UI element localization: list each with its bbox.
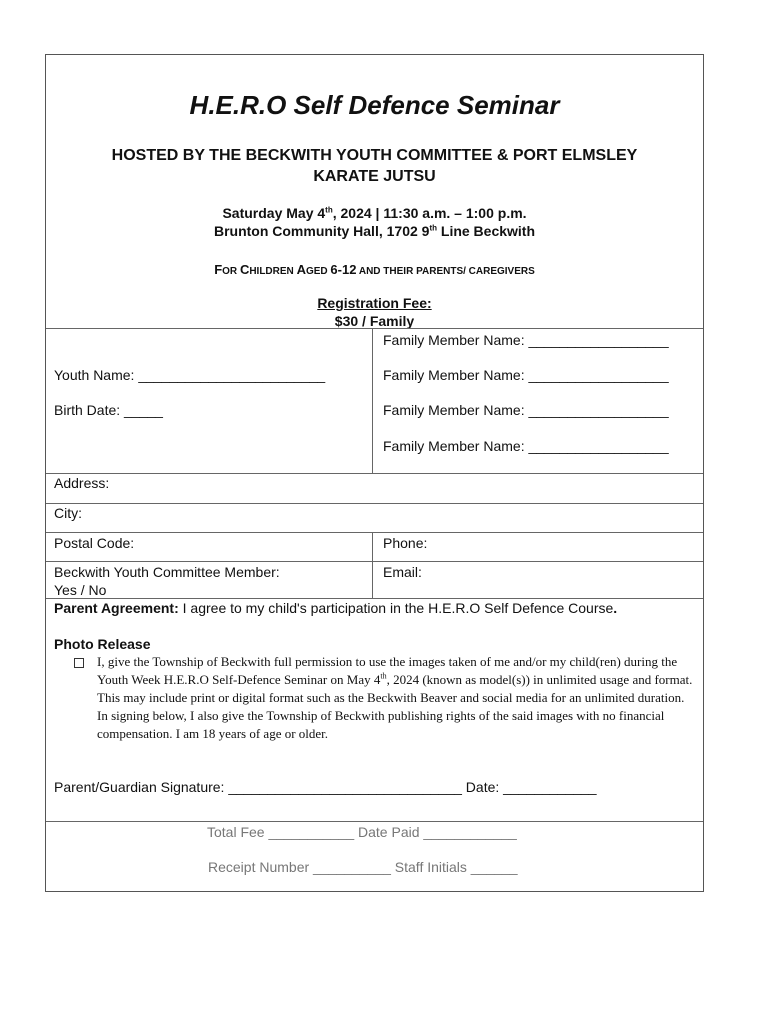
office-fee-line: Total Fee ___________ Date Paid ____________ bbox=[207, 824, 517, 840]
family-member-field-3[interactable]: Family Member Name: __________________ bbox=[383, 402, 669, 418]
host-line-1: HOSTED BY THE BECKWITH YOUTH COMMITTEE & PORT ELMSLEY bbox=[111, 147, 638, 164]
phone-field[interactable]: Phone: bbox=[383, 535, 428, 551]
office-use-rule bbox=[46, 821, 703, 822]
family-member-field-4[interactable]: Family Member Name: __________________ bbox=[383, 438, 669, 454]
email-field[interactable]: Email: bbox=[383, 564, 422, 580]
signature-date-line[interactable]: Parent/Guardian Signature: ______________________________ Date: ____________ bbox=[54, 779, 597, 795]
family-member-field-1[interactable]: Family Member Name: __________________ bbox=[383, 332, 669, 348]
row-rule-postal bbox=[46, 532, 703, 533]
registration-form bbox=[45, 54, 704, 892]
column-divider-bottom bbox=[372, 532, 373, 598]
family-member-field-2[interactable]: Family Member Name: __________________ bbox=[383, 367, 669, 383]
event-datetime: Saturday May 4th, 2024 | 11:30 a.m. – 1:00 p.m. bbox=[222, 205, 527, 221]
row-rule-agreement bbox=[46, 598, 703, 599]
audience-line: FOR CHILDREN AGED 6-12 AND THEIR PARENTS/ CAREGIVERS bbox=[214, 262, 535, 277]
event-venue: Brunton Community Hall, 1702 9th Line Beckwith bbox=[213, 223, 536, 239]
fee-value: $30 / Family bbox=[334, 313, 415, 329]
table-top-rule bbox=[46, 328, 703, 329]
host-line-2: KARATE JUTSU bbox=[313, 168, 436, 185]
fee-label: Registration Fee: bbox=[317, 295, 432, 311]
office-receipt-line: Receipt Number __________ Staff Initials ______ bbox=[208, 859, 518, 875]
row-rule-city bbox=[46, 503, 703, 504]
city-field[interactable]: City: bbox=[54, 505, 82, 521]
youth-name-field[interactable]: Youth Name: ________________________ bbox=[54, 367, 326, 383]
form-title: H.E.R.O Self Defence Seminar bbox=[189, 90, 560, 120]
photo-release-text: I, give the Township of Beckwith full permission to use the images taken of me and/or my child(ren) during the Youth Week H.E.R.O Self-Defence Seminar on May 4th, 2024 (known as model(s)) in unlimited usage and format. This may include print or digital format such as the Beckwith Beaver and social media for an unlimited duration. In signing below, I also give the Township of Beckwith publishing rights of the said images with no financial compensation. I am 18 years of age or older. bbox=[97, 654, 693, 741]
yes-no-choice[interactable]: Yes / No bbox=[54, 582, 107, 598]
postal-code-field[interactable]: Postal Code: bbox=[54, 535, 135, 551]
column-divider-top bbox=[372, 328, 373, 473]
row-rule-address bbox=[46, 473, 703, 474]
row-rule-committee bbox=[46, 561, 703, 562]
photo-release-checkbox[interactable] bbox=[74, 658, 84, 668]
parent-agreement: Parent Agreement: I agree to my child's participation in the H.E.R.O Self Defence Course. bbox=[54, 600, 618, 616]
address-field[interactable]: Address: bbox=[54, 475, 110, 491]
committee-member-label: Beckwith Youth Committee Member: bbox=[54, 564, 280, 580]
photo-release-heading: Photo Release bbox=[54, 636, 151, 652]
birth-date-field[interactable]: Birth Date: _____ bbox=[54, 402, 163, 418]
